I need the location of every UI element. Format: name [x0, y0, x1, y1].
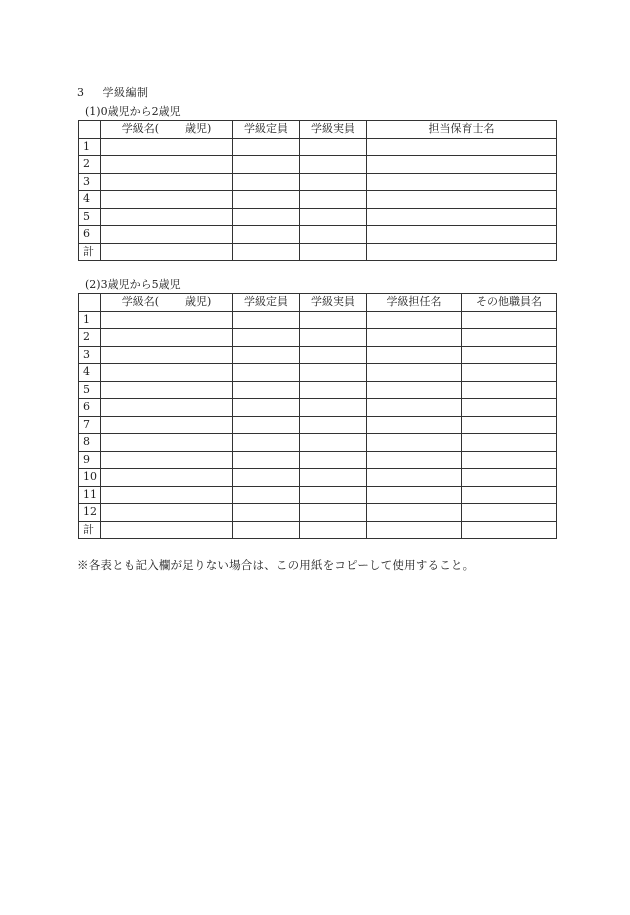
blank-entry-cell[interactable]	[233, 399, 300, 417]
row-number: 3	[79, 173, 101, 191]
blank-entry-cell[interactable]	[233, 364, 300, 382]
class-table-3-5	[78, 293, 557, 539]
blank-entry-cell[interactable]	[367, 399, 462, 417]
blank-entry-cell[interactable]	[101, 138, 233, 156]
blank-entry-cell[interactable]	[300, 311, 367, 329]
row-number: 2	[79, 156, 101, 174]
footnote: ※各表とも記入欄が足りない場合は、この用紙をコピーして使用すること。	[77, 558, 475, 572]
row-number: 2	[79, 329, 101, 347]
section-heading	[77, 84, 149, 100]
table-row	[79, 173, 557, 191]
blank-entry-cell[interactable]	[101, 208, 233, 226]
blank-entry-cell[interactable]	[367, 381, 462, 399]
blank-entry-cell[interactable]	[101, 329, 233, 347]
blank-entry-cell[interactable]	[300, 364, 367, 382]
row-number: 6	[79, 226, 101, 244]
table-row	[79, 156, 557, 174]
blank-entry-cell[interactable]	[462, 381, 557, 399]
blank-entry-cell[interactable]	[233, 469, 300, 487]
class-table-0-2	[78, 120, 557, 261]
blank-entry-cell[interactable]	[233, 416, 300, 434]
table-row	[79, 138, 557, 156]
blank-entry-cell[interactable]	[367, 208, 557, 226]
blank-entry-cell[interactable]	[367, 416, 462, 434]
table-row	[79, 469, 557, 487]
blank-entry-cell[interactable]	[300, 346, 367, 364]
blank-entry-cell[interactable]	[101, 173, 233, 191]
table-row	[79, 364, 557, 382]
table-header-row	[79, 121, 557, 139]
row-number: 6	[79, 399, 101, 417]
blank-entry-cell[interactable]	[300, 434, 367, 452]
blank-entry-cell[interactable]	[233, 173, 300, 191]
actual-header: 学級実員	[300, 294, 367, 312]
blank-entry-cell[interactable]	[101, 399, 233, 417]
blank-entry-cell[interactable]	[233, 346, 300, 364]
blank-entry-cell[interactable]	[462, 504, 557, 522]
blank-entry-cell[interactable]	[367, 329, 462, 347]
blank-entry-cell[interactable]	[101, 521, 233, 539]
blank-entry-cell[interactable]	[233, 191, 300, 209]
blank-entry-cell[interactable]	[233, 138, 300, 156]
blank-entry-cell[interactable]	[462, 311, 557, 329]
table-row	[79, 381, 557, 399]
blank-entry-cell[interactable]	[300, 399, 367, 417]
teacher-header: 担当保育士名	[367, 121, 557, 139]
table-row	[79, 416, 557, 434]
row-number: 5	[79, 381, 101, 399]
blank-entry-cell[interactable]	[462, 451, 557, 469]
blank-entry-cell[interactable]	[300, 191, 367, 209]
row-number-header	[79, 294, 101, 312]
blank-entry-cell[interactable]	[300, 416, 367, 434]
blank-entry-cell[interactable]	[462, 399, 557, 417]
row-number-header	[79, 121, 101, 139]
blank-entry-cell[interactable]	[101, 226, 233, 244]
class-name-header	[101, 294, 233, 312]
table-row	[79, 521, 557, 539]
blank-entry-cell[interactable]	[367, 434, 462, 452]
blank-entry-cell[interactable]	[462, 346, 557, 364]
actual-header: 学級実員	[300, 121, 367, 139]
blank-entry-cell[interactable]	[367, 364, 462, 382]
blank-entry-cell[interactable]	[367, 138, 557, 156]
blank-entry-cell[interactable]	[233, 156, 300, 174]
blank-entry-cell[interactable]	[462, 364, 557, 382]
blank-entry-cell[interactable]	[462, 416, 557, 434]
table-row	[79, 486, 557, 504]
blank-entry-cell[interactable]	[462, 486, 557, 504]
blank-entry-cell[interactable]	[300, 521, 367, 539]
blank-entry-cell[interactable]	[101, 469, 233, 487]
row-number: 12	[79, 504, 101, 522]
blank-entry-cell[interactable]	[233, 381, 300, 399]
class-name-header	[101, 121, 233, 139]
table-row	[79, 399, 557, 417]
blank-entry-cell[interactable]	[101, 486, 233, 504]
table-row	[79, 191, 557, 209]
row-number: 7	[79, 416, 101, 434]
row-number: 9	[79, 451, 101, 469]
row-number: 計	[79, 521, 101, 539]
table-row	[79, 226, 557, 244]
blank-entry-cell[interactable]	[367, 469, 462, 487]
blank-entry-cell[interactable]	[367, 311, 462, 329]
blank-entry-cell[interactable]	[462, 434, 557, 452]
row-number: 5	[79, 208, 101, 226]
blank-entry-cell[interactable]	[300, 156, 367, 174]
blank-entry-cell[interactable]	[101, 416, 233, 434]
blank-entry-cell[interactable]	[300, 138, 367, 156]
class-name-suffix: 歳児)	[185, 122, 212, 136]
row-number: 10	[79, 469, 101, 487]
blank-entry-cell[interactable]	[367, 243, 557, 261]
class-name-prefix: 学級名(	[121, 295, 159, 309]
table-row	[79, 243, 557, 261]
capacity-header: 学級定員	[233, 294, 300, 312]
blank-entry-cell[interactable]	[233, 243, 300, 261]
blank-entry-cell[interactable]	[367, 156, 557, 174]
blank-entry-cell[interactable]	[101, 311, 233, 329]
blank-entry-cell[interactable]	[101, 451, 233, 469]
blank-entry-cell[interactable]	[462, 521, 557, 539]
row-number: 3	[79, 346, 101, 364]
blank-entry-cell[interactable]	[367, 191, 557, 209]
blank-entry-cell[interactable]	[233, 451, 300, 469]
blank-entry-cell[interactable]	[101, 434, 233, 452]
blank-entry-cell[interactable]	[300, 243, 367, 261]
row-number: 4	[79, 364, 101, 382]
blank-entry-cell[interactable]	[300, 226, 367, 244]
blank-entry-cell[interactable]	[101, 243, 233, 261]
table-row	[79, 434, 557, 452]
section-title: 学級編制	[102, 86, 149, 99]
blank-entry-cell[interactable]	[300, 173, 367, 191]
table-row	[79, 346, 557, 364]
row-number: 8	[79, 434, 101, 452]
blank-entry-cell[interactable]	[300, 451, 367, 469]
blank-entry-cell[interactable]	[233, 226, 300, 244]
blank-entry-cell[interactable]	[233, 486, 300, 504]
blank-entry-cell[interactable]	[101, 346, 233, 364]
blank-entry-cell[interactable]	[462, 469, 557, 487]
homeroom-teacher-header: 学級担任名	[367, 294, 462, 312]
blank-entry-cell[interactable]	[367, 173, 557, 191]
class-name-prefix: 学級名(	[121, 122, 159, 136]
capacity-header: 学級定員	[233, 121, 300, 139]
table-row	[79, 504, 557, 522]
blank-entry-cell[interactable]	[233, 208, 300, 226]
blank-entry-cell[interactable]	[300, 381, 367, 399]
blank-entry-cell[interactable]	[367, 521, 462, 539]
section-number: 3	[77, 86, 85, 99]
blank-entry-cell[interactable]	[462, 329, 557, 347]
blank-entry-cell[interactable]	[101, 381, 233, 399]
blank-entry-cell[interactable]	[300, 208, 367, 226]
blank-entry-cell[interactable]	[101, 156, 233, 174]
blank-entry-cell[interactable]	[233, 329, 300, 347]
row-number: 計	[79, 243, 101, 261]
row-number: 4	[79, 191, 101, 209]
table-row	[79, 451, 557, 469]
blank-entry-cell[interactable]	[233, 521, 300, 539]
blank-entry-cell[interactable]	[300, 504, 367, 522]
other-staff-header: その他職員名	[462, 294, 557, 312]
blank-entry-cell[interactable]	[233, 311, 300, 329]
blank-entry-cell[interactable]	[367, 486, 462, 504]
row-number: 1	[79, 311, 101, 329]
blank-entry-cell[interactable]	[101, 364, 233, 382]
blank-entry-cell[interactable]	[367, 504, 462, 522]
class-name-suffix: 歳児)	[185, 295, 212, 309]
table-header-row	[79, 294, 557, 312]
table-row	[79, 311, 557, 329]
blank-entry-cell[interactable]	[367, 346, 462, 364]
blank-entry-cell[interactable]	[233, 504, 300, 522]
blank-entry-cell[interactable]	[300, 486, 367, 504]
table1-subtitle: (1)0歳児から2歳児	[85, 105, 181, 118]
blank-entry-cell[interactable]	[300, 469, 367, 487]
row-number: 11	[79, 486, 101, 504]
blank-entry-cell[interactable]	[101, 504, 233, 522]
table2-subtitle: (2)3歳児から5歳児	[85, 278, 181, 291]
blank-entry-cell[interactable]	[367, 226, 557, 244]
table-row	[79, 208, 557, 226]
row-number: 1	[79, 138, 101, 156]
blank-entry-cell[interactable]	[300, 329, 367, 347]
table-row	[79, 329, 557, 347]
blank-entry-cell[interactable]	[101, 191, 233, 209]
blank-entry-cell[interactable]	[367, 451, 462, 469]
blank-entry-cell[interactable]	[233, 434, 300, 452]
